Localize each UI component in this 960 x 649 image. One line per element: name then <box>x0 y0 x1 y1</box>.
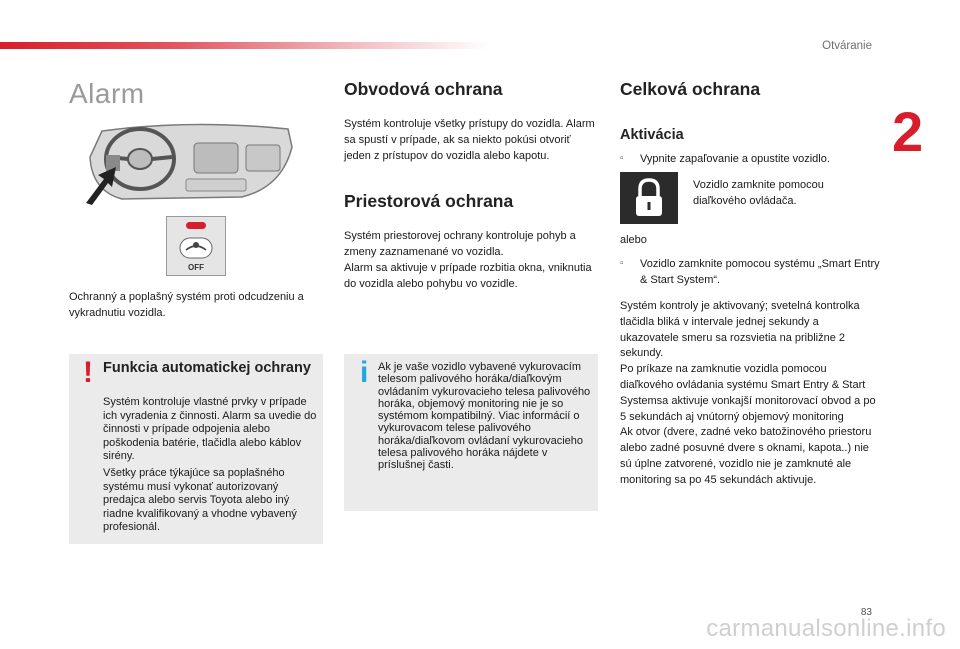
info-icon: i <box>360 356 369 389</box>
or-text: alebo <box>620 234 647 246</box>
perimeter-text: Systém kontroluje všetky prístupy do vozidla. Alarm sa spustí v prípade, ak sa niekto pokúsi otvoriť jeden z prístupov do vozidla alebo kapotu. <box>344 118 595 162</box>
dashboard-illustration <box>82 117 298 205</box>
square-bullet-icon: ▫ <box>620 153 624 164</box>
square-bullet-icon: ▫ <box>620 258 624 269</box>
warning-text-2: Všetky práce týkajúce sa poplašného systému musí vykonať autorizovaný predajca alebo servis Toyota alebo iný riadne kvalifikovaný a vhodne vybavený profesionál. <box>103 467 297 533</box>
off-label: OFF <box>188 263 204 272</box>
activation-description: Systém kontroly je aktivovaný; svetelná kontrolka tlačidla bliká v intervale jednej sekundy a ukazovatele smeru sa rozsvietia na približne 2 sekundy. Po príkaze na zamknutie vozidla pomocou diaľkového ovládania systému Smart Entry & Start Systemsa aktivuje vonkajší monitorovací obvod a po 5 sekundách aj vnútorný objemový monitoring Ak otvor (dvere, zadné veko batožinového priestoru alebo zadné posuvné dvere s oknami, kapota..) nie sú úplne zatvorené, vozidlo nie je zamknuté ale monitoring sa po 45 sekundách aktivuje. <box>620 300 876 486</box>
step-1: ▫ Vypnite zapaľovanie a opustite vozidlo. <box>620 153 830 165</box>
column-total <box>620 76 880 489</box>
volumetric-title: Priestorová ochrana <box>344 191 514 211</box>
alarm-off-button-illustration <box>166 216 226 276</box>
intro-text: Ochranný a poplašný systém proti odcudzeniu a vykradnutiu vozidla. <box>69 291 304 319</box>
column-alarm <box>69 76 325 110</box>
volumetric-text-1: Systém priestorovej ochrany kontroluje pohyb a zmeny zaznamenané vo vozidla. <box>344 230 576 258</box>
chapter-number: 2 <box>892 100 924 163</box>
info-box <box>344 354 598 511</box>
warning-box <box>69 354 323 544</box>
page-title: Alarm <box>69 78 145 109</box>
warning-title: Funkcia automatickej ochrany <box>103 360 311 376</box>
watermark: carmanualsonline.info <box>706 615 946 642</box>
step-2: Vozidlo zamknite pomocou diaľkového ovládača. <box>673 177 880 209</box>
activation-subtitle: Aktivácia <box>620 127 684 143</box>
lock-icon <box>620 172 678 224</box>
info-text: Ak je vaše vozidlo vybavené vykurovacím telesom palivového horáka/diaľkovým ovládaním vykurovacieho telesa palivového horáka, objemový monitoring nie je so systémom kompatibilný. Viac informácií o vykurovacom telese palivového horáka/diaľkovom ovládaní vykurovacieho telesa palivového horáka nájdete v príslušnej časti. <box>378 361 591 472</box>
exclamation-icon: ! <box>83 356 93 389</box>
volumetric-text-2: Alarm sa aktivuje v prípade rozbitia okna, vniknutia do vozidla alebo pohybu vo vozidle. <box>344 262 592 290</box>
page-number: 83 <box>860 607 872 618</box>
perimeter-title: Obvodová ochrana <box>344 79 503 99</box>
column-perimeter <box>344 76 600 292</box>
warning-text-1: Systém kontroluje vlastné prvky v prípade ich vyradenia z činnosti. Alarm sa uvedie do činnosti v prípade odpojenia alebo poškodenia batérie, tlačidla alebo káblov sirény. <box>103 396 317 462</box>
step-3: ▫ Vozidlo zamknite pomocou systému „Smart Entry & Start System“. <box>620 258 880 286</box>
header-accent-bar <box>0 42 490 49</box>
total-title: Celková ochrana <box>620 79 761 99</box>
section-name: Otváranie <box>822 40 872 52</box>
